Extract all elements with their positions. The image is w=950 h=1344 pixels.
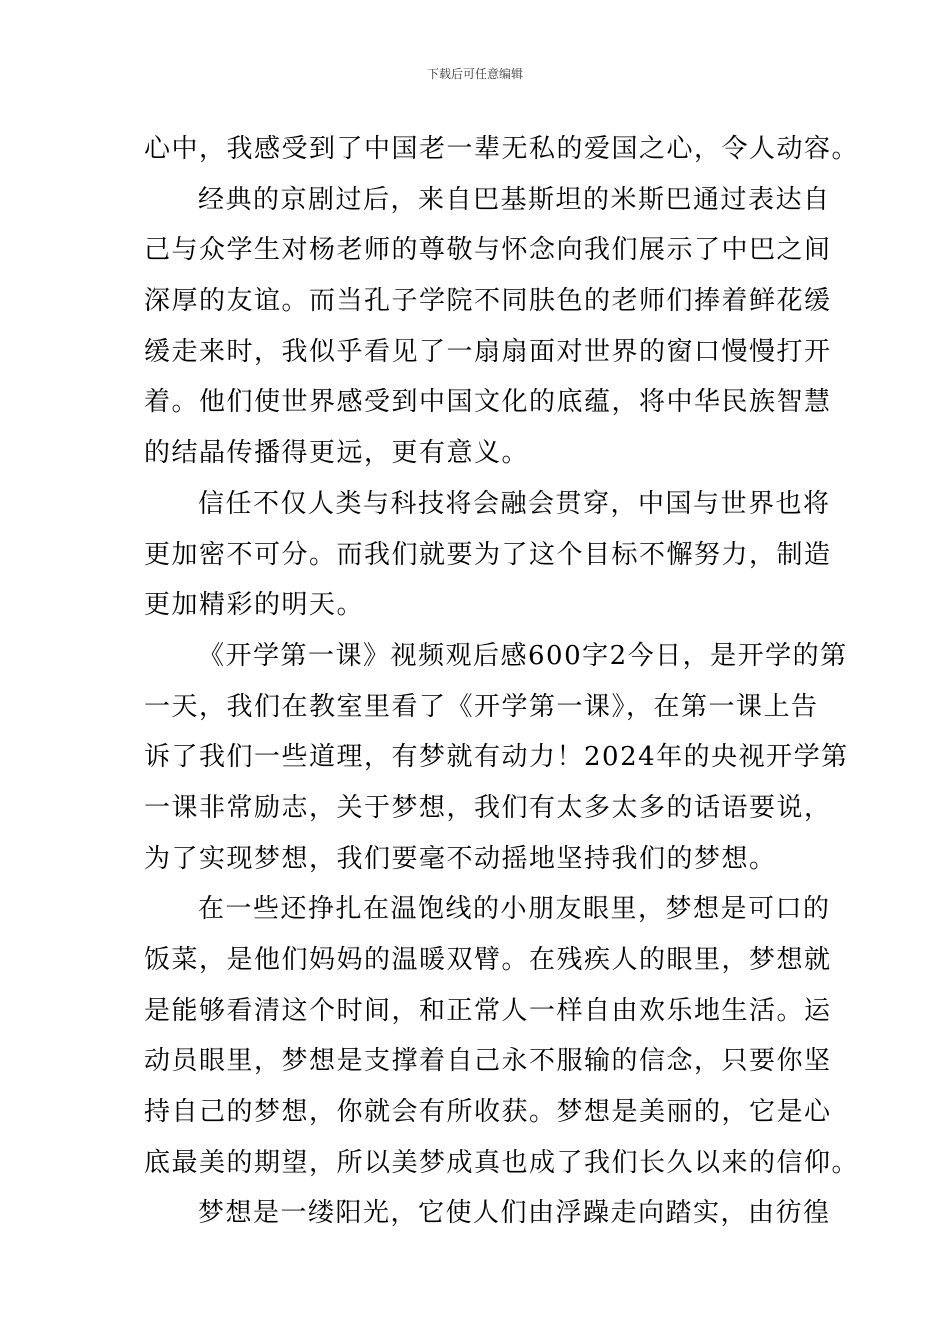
header-note: 下载后可任意编辑 (426, 67, 523, 81)
text-line: 着。他们使世界感受到中国文化的底蕴，将中华民族智慧 (144, 387, 832, 418)
text-line: 一天，我们在教室里看了《开学第一课》，在第一课上告 (144, 691, 819, 722)
text-line: 在一些还挣扎在温饱线的小朋友眼里，梦想是可口的 (198, 894, 831, 925)
text-line: 梦想是一缕阳光，它使人们由浮躁走向踏实，由彷徨 (198, 1198, 831, 1229)
text-line: 缓走来时，我似乎看见了一扇扇面对世界的窗口慢慢打开 (144, 336, 832, 367)
text-line: 底最美的期望，所以美梦成真也成了我们长久以来的信仰。 (144, 1147, 860, 1178)
text-line: 心中，我感受到了中国老一辈无私的爱国之心，令人动容。 (144, 134, 860, 164)
text-line: 为了实现梦想，我们要毫不动摇地坚持我们的梦想。 (144, 843, 777, 874)
text-line: 诉了我们一些道理，有梦就有动力！2024年的央视开学第 (144, 742, 849, 773)
text-line: 动员眼里，梦想是支撑着自己永不服输的信念，只要你坚 (144, 1046, 832, 1077)
text-line: 己与众学生对杨老师的尊敬与怀念向我们展示了中巴之间 (144, 235, 832, 266)
text-line: 更加精彩的明天。 (144, 590, 365, 621)
text-line: 持自己的梦想，你就会有所收获。梦想是美丽的，它是心 (144, 1097, 832, 1128)
text-line: 是能够看清这个时间，和正常人一样自由欢乐地生活。运 (144, 995, 832, 1026)
text-line: 更加密不可分。而我们就要为了这个目标不懈努力，制造 (144, 539, 832, 570)
text-line: 一课非常励志，关于梦想，我们有太多太多的话语要说， (144, 792, 832, 823)
text-line: 饭菜，是他们妈妈的温暖双臂。在残疾人的眼里，梦想就 (144, 945, 832, 975)
document-body (144, 124, 860, 1239)
text-line: 《开学第一课》视频观后感600字2今日，是开学的第 (198, 640, 848, 671)
text-line: 信任不仅人类与科技将会融会贯穿，中国与世界也将 (198, 488, 831, 519)
text-line: 经典的京剧过后，来自巴基斯坦的米斯巴通过表达自 (198, 184, 831, 215)
text-line: 深厚的友谊。而当孔子学院不同肤色的老师们捧着鲜花缓 (144, 286, 832, 317)
text-line: 的结晶传播得更远，更有意义。 (144, 438, 530, 469)
